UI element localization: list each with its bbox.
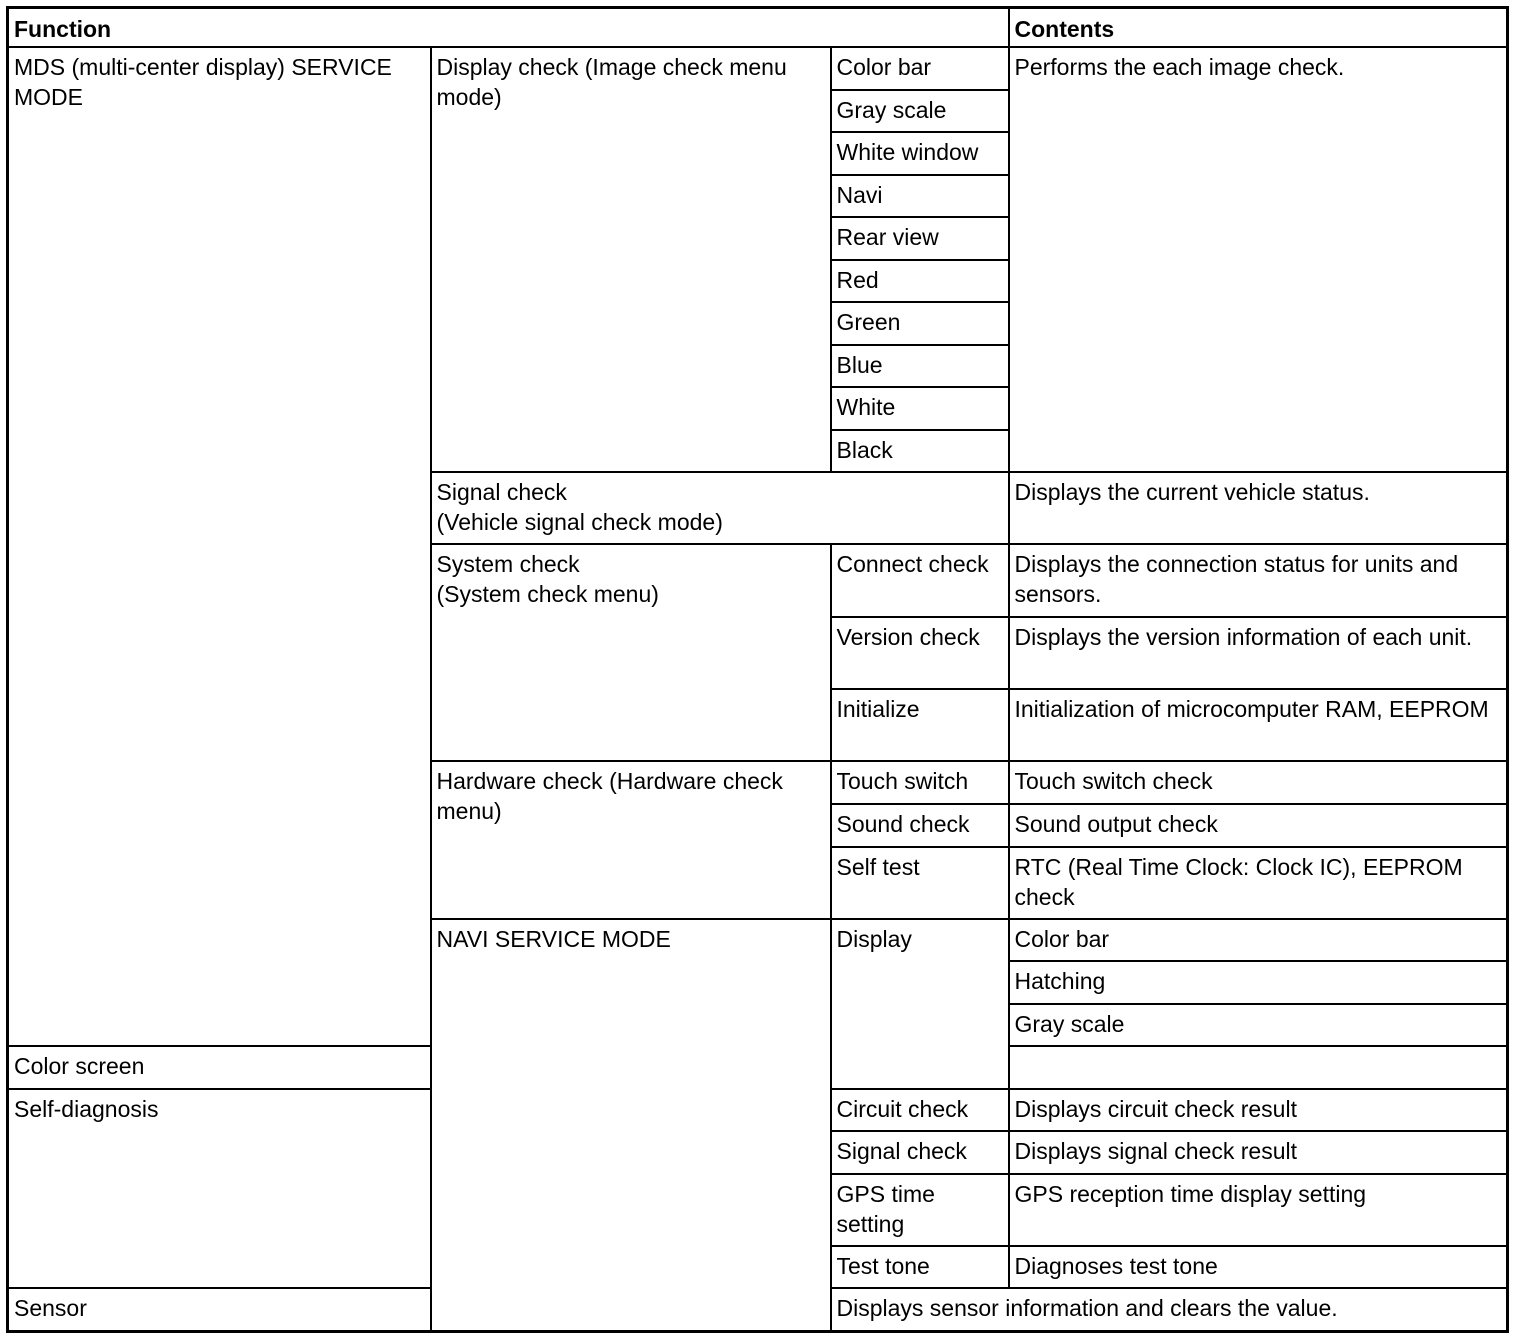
contents-cell: Sound output check (1009, 804, 1508, 847)
contents-cell: GPS reception time display setting (1009, 1174, 1508, 1246)
item-cell: Circuit check (831, 1089, 1009, 1131)
item-cell: Color screen (8, 1046, 431, 1089)
display-check-cell: Display check (Image check menu mode) (431, 47, 831, 472)
sensor-cell: Sensor (8, 1288, 431, 1331)
item-cell: Black (831, 430, 1009, 472)
item-cell: Gray scale (1009, 1004, 1508, 1046)
contents-cell: Displays the version information of each unit. (1009, 617, 1508, 689)
header-contents: Contents (1009, 8, 1508, 48)
signal-check-contents: Displays the current vehicle status. (1009, 472, 1508, 544)
item-cell: Navi (831, 175, 1009, 217)
system-check-cell: System check (System check menu) (431, 544, 831, 761)
function-table (6, 6, 1509, 1333)
self-diagnosis-cell: Self-diagnosis (8, 1089, 431, 1288)
item-cell: Test tone (831, 1246, 1009, 1288)
item-cell: Hatching (1009, 961, 1508, 1004)
contents-cell: Displays the connection status for units and sensors. (1009, 544, 1508, 617)
contents-cell: Initialization of microcomputer RAM, EEPROM (1009, 689, 1508, 761)
item-cell: Color bar (1009, 919, 1508, 961)
item-cell: Blue (831, 345, 1009, 387)
navi-display-cell: Display (831, 919, 1009, 1089)
item-cell: Signal check (831, 1131, 1009, 1174)
item-cell: Gray scale (831, 90, 1009, 132)
item-cell: GPS time setting (831, 1174, 1009, 1246)
contents-cell: Displays signal check result (1009, 1131, 1508, 1174)
contents-cell: Touch switch check (1009, 761, 1508, 804)
table-row (8, 47, 1508, 90)
item-cell: Color bar (831, 47, 1009, 90)
item-cell: Red (831, 260, 1009, 302)
item-cell: Sound check (831, 804, 1009, 847)
signal-check-cell: Signal check (Vehicle signal check mode) (431, 472, 1009, 544)
item-cell: White window (831, 132, 1009, 175)
item-cell: Version check (831, 617, 1009, 689)
contents-cell: RTC (Real Time Clock: Clock IC), EEPROM check (1009, 847, 1508, 919)
contents-cell: Displays circuit check result (1009, 1089, 1508, 1131)
item-cell: Connect check (831, 544, 1009, 617)
hardware-check-cell: Hardware check (Hardware check menu) (431, 761, 831, 919)
item-cell: Initialize (831, 689, 1009, 761)
mds-function-cell: MDS (multi-center display) SERVICE MODE (8, 47, 431, 1046)
item-cell: White (831, 387, 1009, 430)
contents-cell: Diagnoses test tone (1009, 1246, 1508, 1288)
navi-function-cell: NAVI SERVICE MODE (431, 919, 831, 1331)
header-function: Function (8, 8, 1009, 48)
item-cell: Green (831, 302, 1009, 345)
item-cell: Rear view (831, 217, 1009, 260)
header-row (8, 8, 1508, 48)
item-cell: Touch switch (831, 761, 1009, 804)
sensor-contents: Displays sensor information and clears the value. (831, 1288, 1508, 1331)
display-check-contents: Performs the each image check. (1009, 47, 1508, 472)
item-cell: Self test (831, 847, 1009, 919)
